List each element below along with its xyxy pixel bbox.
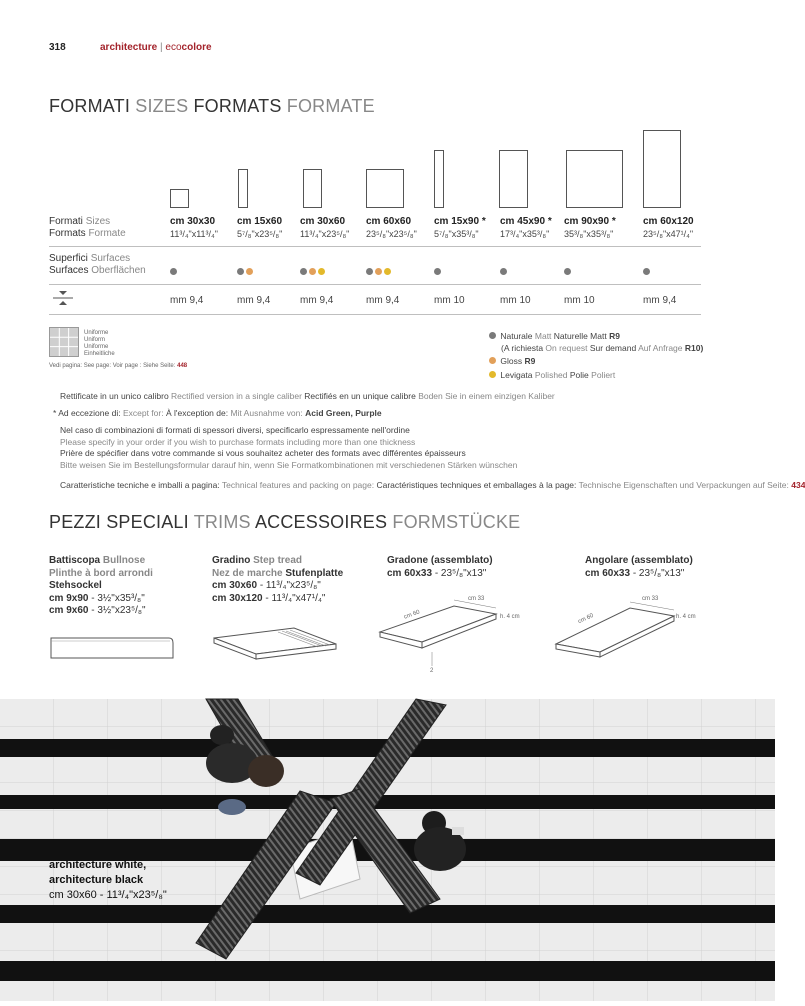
legend-slip-rating: R9: [524, 356, 536, 366]
format-inch: 23⁵/₈"x23⁵/₈": [366, 229, 417, 239]
uniform-labels: [84, 330, 115, 358]
surface-dots-30x60: [300, 262, 327, 280]
header-brand: [100, 42, 212, 53]
format-inch: 11³/₄"x23⁵/₈": [300, 229, 350, 239]
brand-name: architecture: [100, 42, 158, 53]
note-de: Boden Sie in einem einzigen Kaliber: [418, 391, 555, 401]
note-de: Technische Eigenschaften und Verpackungen auf Seite:: [578, 480, 789, 490]
page-number: 318: [49, 42, 66, 53]
thickness-45x90: mm 10: [500, 295, 531, 306]
format-col-30x30: [170, 216, 218, 240]
surface-dots-30x30: [170, 262, 179, 280]
note-fr: À l'exception de:: [165, 408, 229, 418]
legend-polished: [489, 369, 615, 382]
legend-text-fr: Naturelle Matt: [553, 331, 607, 341]
gradone-dim-vertical: 2: [430, 668, 434, 674]
gradone-dim-length: cm 60: [403, 609, 421, 621]
uniform-de: Einheitliche: [84, 351, 115, 357]
note-rectified: [60, 391, 555, 403]
trim-name-en: Bullnose: [102, 555, 146, 566]
format-col-45x90: [500, 216, 552, 240]
gradone-dim-height: h. 4 cm: [500, 614, 520, 620]
legend-text-en: Polished: [534, 370, 568, 380]
format-inch: 11³/₄"x11³/₄": [170, 229, 218, 239]
surface-dots-15x60: [237, 262, 255, 280]
label-de: Formate: [88, 228, 126, 239]
thickness-30x60: mm 9,4: [300, 295, 334, 306]
matt-dot: [643, 268, 650, 275]
legend-slip-rating: R9: [609, 331, 620, 341]
legend-text: Gloss: [500, 356, 523, 366]
thickness-30x30: mm 9,4: [170, 295, 204, 306]
matt-dot: [170, 268, 177, 275]
photo-caption: [49, 858, 167, 903]
trim-name-it: Gradino: [212, 555, 251, 566]
matt-dot: [564, 268, 571, 275]
note-it: Caratteristiche tecniche e imballi a pagina:: [60, 480, 220, 490]
thickness-15x90: mm 10: [434, 295, 465, 306]
trim-step-info: [212, 555, 343, 605]
uniform-it: Uniforme: [84, 330, 109, 336]
matt-dot: [300, 268, 307, 275]
note-en: Except for:: [122, 408, 164, 418]
bullnose-drawing: [49, 632, 175, 667]
trim-size: cm 9x60: [49, 605, 89, 616]
uniform-swatch: [49, 327, 79, 357]
legend-slip-rating: R10): [684, 343, 704, 353]
note-de: Mit Ausnahme von:: [230, 408, 303, 418]
tile-shape-15x60: [238, 169, 248, 208]
format-inch: 35³/₈"x35³/₈": [564, 229, 614, 239]
trim-name-fr: Plinthe à bord arrondi: [49, 567, 153, 579]
uniform-en: Uniform: [84, 337, 106, 343]
legend-text-fr: Polie: [569, 370, 589, 380]
note-it: Rettificate in un unico calibro: [60, 391, 169, 401]
trim-size-inch: - 11³/₄"x47¹/₄": [262, 592, 326, 604]
trim-size: cm 9x90: [49, 592, 89, 604]
trim-size: cm 30x120: [212, 592, 263, 604]
note-except-items: Acid Green, Purple: [305, 408, 382, 418]
line-prefix: eco: [165, 42, 182, 53]
title-word-de: FORMSTÜCKE: [392, 512, 521, 532]
format-inch: 5⁷/₈"x35³/₈": [434, 229, 479, 239]
angolare-dim-length: cm 60: [577, 612, 595, 626]
legend-text-en: Matt: [534, 331, 552, 341]
legend-text-de: Auf Anfrage: [638, 343, 683, 353]
format-col-60x60: [366, 216, 417, 240]
tile-shape-45x90: [499, 150, 528, 208]
caption-line-1: architecture white,: [49, 859, 147, 871]
format-size: cm 60x120: [643, 216, 694, 227]
label-it: Superfici: [49, 253, 88, 264]
thickness-60x60: mm 9,4: [366, 295, 400, 306]
trim-size-inch: - 3½"x35³/₈": [88, 592, 145, 604]
step-tread-drawing: [210, 624, 340, 665]
sizes-title: [49, 96, 375, 117]
title-word-fr: FORMATS: [193, 96, 282, 116]
note-technical: [60, 480, 805, 492]
uniform-see-page: [49, 363, 187, 370]
surface-dots-60x60: [366, 262, 393, 280]
trims-title: [49, 512, 520, 533]
matt-dot: [500, 268, 507, 275]
format-inch: 23⁵/₈"x47¹/₄": [643, 229, 694, 239]
trim-size-inch: - 23⁵/₈"x13": [630, 567, 685, 579]
surface-dots-60x120: [643, 262, 652, 280]
see-page-text: Vedi pagina: See page: Voir page : Siehe Seite:: [49, 363, 176, 369]
gloss-dot: [489, 357, 496, 364]
trim-size-inch: - 23⁵/₈"x13": [432, 567, 487, 579]
format-col-15x90: [434, 216, 486, 240]
trim-name: Angolare (assemblato): [585, 555, 693, 566]
note-it: * Ad eccezione di:: [53, 408, 121, 418]
gloss-dot: [375, 268, 382, 275]
format-size: cm 45x90 *: [500, 216, 552, 227]
note-exceptions: [53, 408, 382, 420]
label-en: Sizes: [85, 216, 111, 227]
trim-name-de: Stehsockel: [49, 580, 102, 591]
caption-line-2: architecture black: [49, 874, 144, 886]
note-combinations: [60, 425, 517, 471]
note-fr: Rectifiés en un unique calibre: [304, 391, 416, 401]
note-it: Nel caso di combinazioni di formati di spessori diversi, specificarlo espressamente nell'ordine: [60, 425, 410, 435]
format-col-90x90: [564, 216, 616, 240]
thickness-15x60: mm 9,4: [237, 295, 271, 306]
trim-bullnose-info: [49, 555, 153, 618]
surface-dots-45x90: [500, 262, 509, 280]
note-page-number: 434: [791, 480, 805, 490]
label-en: Surfaces: [90, 253, 131, 264]
angolare-dim-height: h. 4 cm: [676, 614, 696, 620]
caption-line-3: cm 30x60 - 11³/₄"x23⁵/₈": [49, 889, 167, 901]
surfaces-row-label: [49, 253, 146, 277]
polished-dot: [489, 371, 496, 378]
legend-text-de: Poliert: [591, 370, 616, 380]
label-fr: Surfaces: [49, 265, 89, 276]
title-word-fr: ACCESSOIRES: [254, 512, 388, 532]
gloss-dot: [309, 268, 316, 275]
title-word-it: PEZZI SPECIALI: [49, 512, 189, 532]
trim-name: Gradone (assemblato): [387, 555, 493, 566]
legend-on-request: [501, 342, 703, 355]
angolare-drawing: [552, 594, 712, 664]
note-en: Rectified version in a single caliber: [171, 391, 302, 401]
trim-size: cm 30x60: [212, 580, 258, 591]
label-fr: Formats: [49, 228, 86, 239]
note-de: Bitte weisen Sie im Bestellungsformular darauf hin, wenn Sie Formatkombinationen mit verschiedenen Stärken wünschen: [60, 459, 518, 470]
gradone-drawing: [376, 594, 536, 678]
format-size: cm 90x90 *: [564, 216, 616, 227]
matt-dot: [489, 332, 496, 339]
legend-text-fr: Sur demand: [589, 343, 637, 353]
legend-text-en: On request: [545, 343, 588, 353]
trim-size-inch: - 3½"x23⁵/₈": [88, 605, 146, 616]
see-page-number: 448: [177, 363, 188, 369]
gradone-dim-depth: cm 33: [468, 596, 485, 602]
title-word-en: TRIMS: [193, 512, 251, 532]
installation-photo: [0, 699, 775, 1001]
matt-dot: [366, 268, 373, 275]
brand-separator: |: [157, 42, 166, 53]
matt-dot: [434, 268, 441, 275]
table-divider: [49, 246, 701, 247]
label-it: Formati: [49, 216, 83, 227]
title-word-en: SIZES: [135, 96, 189, 116]
trim-angolare-info: [585, 555, 693, 580]
trim-size: cm 60x33: [387, 567, 433, 579]
format-inch: 17³/₄"x35³/₈": [500, 229, 550, 239]
trim-name-de: Stufenplatte: [285, 567, 344, 579]
thickness-90x90: mm 10: [564, 295, 595, 306]
trim-name-it: Battiscopa: [49, 555, 101, 566]
legend-text-it: Naturale: [500, 331, 533, 341]
format-size: cm 15x60: [237, 216, 283, 227]
trim-name-en: Step tread: [253, 555, 303, 566]
table-divider: [49, 284, 701, 285]
format-size: cm 30x30: [170, 216, 216, 227]
gloss-dot: [246, 268, 253, 275]
tile-shape-60x60: [366, 169, 404, 208]
trim-size: cm 60x33: [585, 567, 631, 579]
legend-text-it: Levigata: [500, 370, 533, 380]
format-col-30x60: [300, 216, 349, 240]
trim-size-inch: - 11³/₄"x23⁵/₈": [257, 580, 321, 591]
tile-shape-30x30: [170, 189, 189, 208]
tile-shape-90x90: [566, 150, 623, 208]
thickness-60x120: mm 9,4: [643, 295, 677, 306]
note-en: Please specify in your order if you wish to purchase formats including more than one thickness: [60, 436, 416, 447]
polished-dot: [318, 268, 325, 275]
note-fr: Prière de spécifier dans votre commande si vous souhaitez acheter des formats avec différentes épaisseurs: [60, 448, 466, 458]
formats-row-label: [49, 216, 126, 240]
tile-shape-60x120: [643, 130, 681, 208]
format-size: cm 15x90 *: [434, 216, 486, 227]
polished-dot: [384, 268, 391, 275]
format-inch: 5⁷/₈"x23⁵/₈": [237, 229, 283, 239]
uniform-fr: Uniforme: [84, 344, 109, 350]
tile-shape-30x60: [303, 169, 322, 208]
trim-gradone-info: [387, 555, 493, 580]
surface-dots-15x90: [434, 262, 443, 280]
angolare-dim-depth: cm 33: [642, 596, 659, 602]
matt-dot: [237, 268, 244, 275]
trim-name-fr: Nez de marche: [212, 567, 283, 579]
note-en: Technical features and packing on page:: [221, 480, 375, 490]
tile-shape-15x90: [434, 150, 444, 208]
legend-gloss: [489, 355, 535, 368]
label-de: Oberflächen: [91, 265, 146, 276]
format-col-60x120: [643, 216, 694, 240]
note-fr: Caractéristiques techniques et emballages à la page:: [376, 480, 577, 490]
thickness-icon: [52, 290, 74, 311]
format-col-15x60: [237, 216, 282, 240]
format-size: cm 30x60: [300, 216, 346, 227]
title-word-de: FORMATE: [286, 96, 375, 116]
table-divider: [49, 314, 701, 315]
surface-dots-90x90: [564, 262, 573, 280]
title-word-it: FORMATI: [49, 96, 131, 116]
legend-text-it: (A richiesta: [501, 343, 544, 353]
line-suffix: colore: [181, 42, 212, 53]
format-size: cm 60x60: [366, 216, 412, 227]
